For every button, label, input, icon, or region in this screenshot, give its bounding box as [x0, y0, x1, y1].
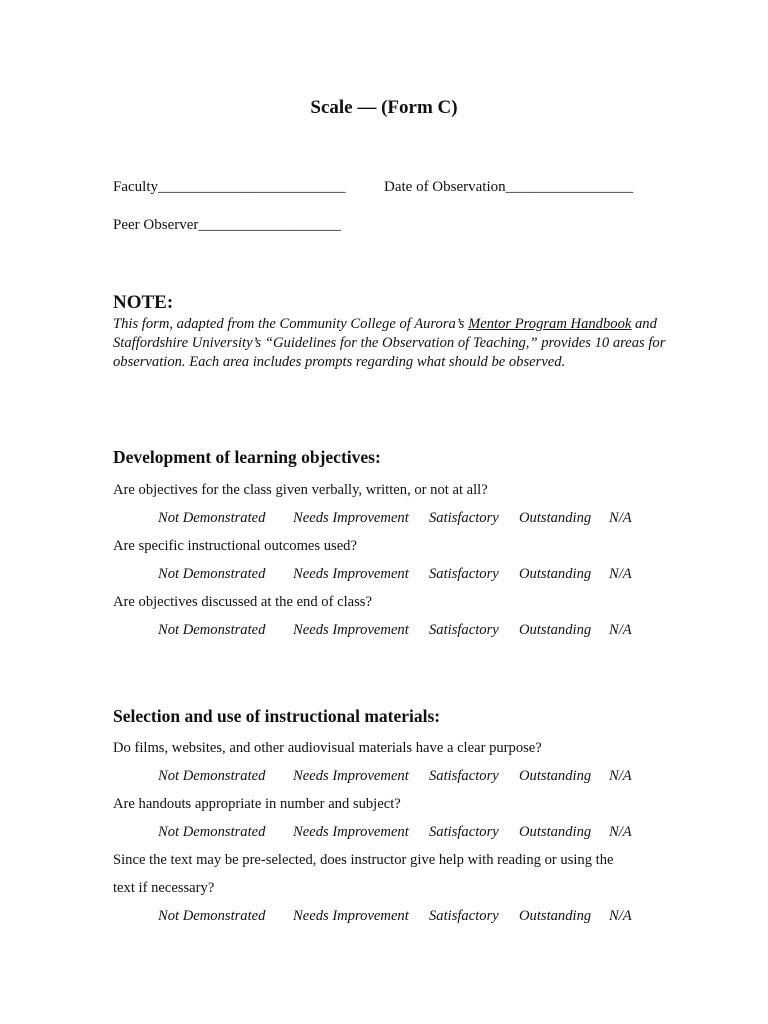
note-text-pre: This form, adapted from the Community College of Aurora’s — [113, 316, 469, 332]
option-na[interactable]: N/A — [609, 768, 632, 784]
option-satisfactory[interactable]: Satisfactory — [429, 510, 499, 526]
option-needs-improvement[interactable]: Needs Improvement — [293, 824, 409, 840]
date-of-observation-field[interactable]: Date of Observation_________________ — [384, 179, 634, 195]
faculty-field[interactable]: Faculty_________________________ — [113, 179, 346, 195]
option-needs-improvement[interactable]: Needs Improvement — [293, 908, 409, 924]
page-title: Scale — (Form C) — [310, 97, 458, 118]
option-not-demonstrated[interactable]: Not Demonstrated — [158, 566, 266, 582]
option-needs-improvement[interactable]: Needs Improvement — [293, 510, 409, 526]
option-satisfactory[interactable]: Satisfactory — [429, 768, 499, 784]
option-satisfactory[interactable]: Satisfactory — [429, 566, 499, 582]
option-not-demonstrated[interactable]: Not Demonstrated — [158, 622, 266, 638]
question: Are handouts appropriate in number and subject? — [113, 796, 401, 812]
question-continued: text if necessary? — [113, 880, 215, 896]
mentor-handbook-link[interactable]: Mentor Program Handbook — [468, 316, 632, 332]
option-not-demonstrated[interactable]: Not Demonstrated — [158, 824, 266, 840]
question: Do films, websites, and other audiovisual materials have a clear purpose? — [113, 740, 542, 756]
option-satisfactory[interactable]: Satisfactory — [429, 824, 499, 840]
option-not-demonstrated[interactable]: Not Demonstrated — [158, 908, 266, 924]
question: Are objectives discussed at the end of class? — [113, 594, 372, 610]
option-na[interactable]: N/A — [609, 908, 632, 924]
section-heading: Selection and use of instructional materials: — [113, 706, 441, 726]
peer-observer-field[interactable]: Peer Observer___________________ — [113, 217, 341, 233]
option-satisfactory[interactable]: Satisfactory — [429, 908, 499, 924]
option-outstanding[interactable]: Outstanding — [519, 768, 592, 784]
note-body — [113, 315, 673, 372]
note-heading: NOTE: — [113, 292, 174, 313]
option-outstanding[interactable]: Outstanding — [519, 622, 592, 638]
option-na[interactable]: N/A — [609, 510, 632, 526]
note-text-post: and Staffordshire University’s “Guidelines for the Observation of Teaching,” provides 10 areas for observation. Each area includes prompts regarding what should be observed. — [113, 316, 666, 370]
option-needs-improvement[interactable]: Needs Improvement — [293, 768, 409, 784]
option-needs-improvement[interactable]: Needs Improvement — [293, 622, 409, 638]
option-outstanding[interactable]: Outstanding — [519, 908, 592, 924]
option-outstanding[interactable]: Outstanding — [519, 510, 592, 526]
option-not-demonstrated[interactable]: Not Demonstrated — [158, 768, 266, 784]
question: Are objectives for the class given verbally, written, or not at all? — [113, 482, 488, 498]
question: Are specific instructional outcomes used? — [113, 538, 357, 554]
option-not-demonstrated[interactable]: Not Demonstrated — [158, 510, 266, 526]
option-needs-improvement[interactable]: Needs Improvement — [293, 566, 409, 582]
option-na[interactable]: N/A — [609, 566, 632, 582]
section-heading: Development of learning objectives: — [113, 447, 381, 467]
option-na[interactable]: N/A — [609, 824, 632, 840]
option-outstanding[interactable]: Outstanding — [519, 566, 592, 582]
option-outstanding[interactable]: Outstanding — [519, 824, 592, 840]
question: Since the text may be pre-selected, does instructor give help with reading or using the — [113, 852, 614, 868]
option-na[interactable]: N/A — [609, 622, 632, 638]
option-satisfactory[interactable]: Satisfactory — [429, 622, 499, 638]
